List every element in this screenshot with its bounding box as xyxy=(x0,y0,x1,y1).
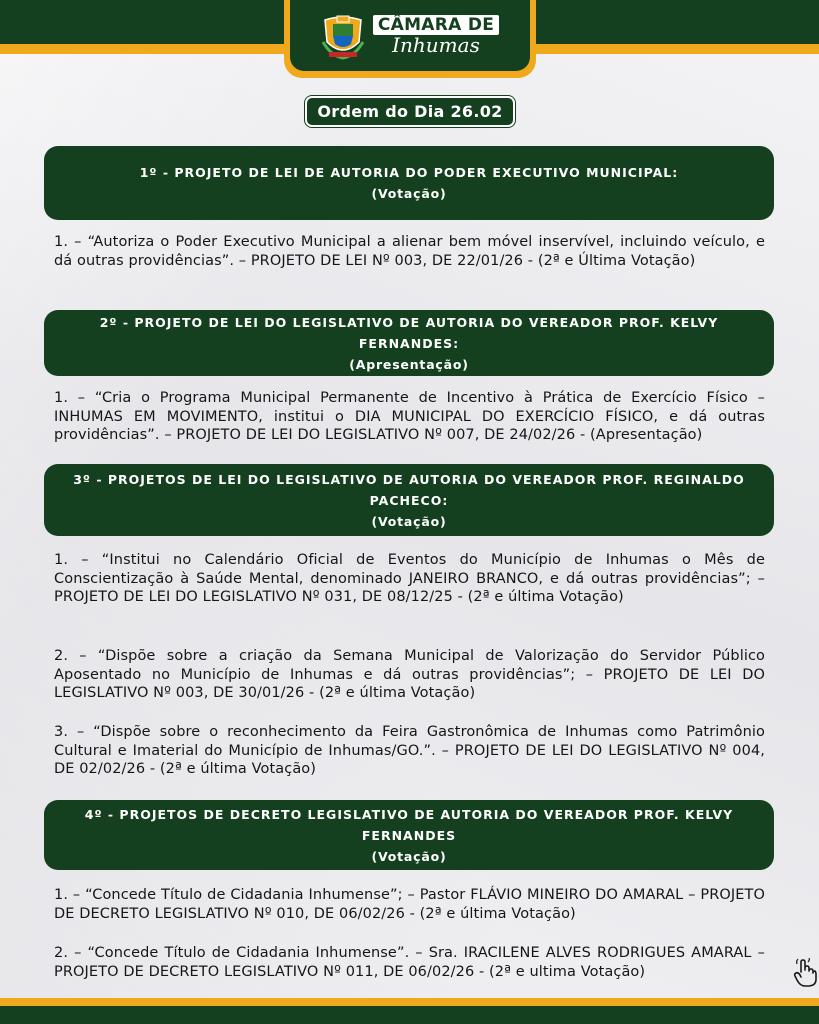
section-3-heading: 3º - PROJETOS DE LEI DO LEGISLATIVO DE AUTORIA DO VEREADOR PROF. REGINALDO PACHECO: xyxy=(73,471,745,508)
section-3-item-3: 3. – “Dispõe sobre o reconhecimento da Feira Gastronômica de Inhumas como Patrimônio Cultural e Imaterial do Município de Inhumas/GO.”. – PROJETO DE LEI DO LEGISLATIVO Nº 004, DE 02/02/26 - (2ª e última Votação) xyxy=(54,724,765,777)
section-1-header xyxy=(44,146,774,220)
section-1-subheading: (Votação) xyxy=(371,186,447,201)
section-3-subheading: (Votação) xyxy=(371,513,447,529)
section-2-header xyxy=(44,310,774,376)
section-4-header xyxy=(44,800,774,870)
section-3-item-2: 2. – “Dispõe sobre a criação da Semana Municipal de Valorização do Servidor Público Aposentado no Município de Inhumas e dá outras providências”; – PROJETO DE LEI DO LEGISLATIVO Nº 003, DE 30/01/26 - (2ª e última Votação) xyxy=(54,648,765,701)
section-2-item-1: 1. – “Cria o Programa Municipal Permanente de Incentivo à Prática de Exercício Físico – INHUMAS EM MOVIMENTO, institui o DIA MUNICIPAL DO EXERCÍCIO FÍSICO, e dá outras providências”. – PROJETO DE LEI DO LEGISLATIVO Nº 007, DE 24/02/26 - (Apresentação) xyxy=(54,390,765,443)
section-3-header xyxy=(44,464,774,536)
page-title: Ordem do Dia 26.02 xyxy=(305,96,515,127)
logo-line-2: Inhumas xyxy=(392,32,480,57)
section-3-item-1: 1. – “Institui no Calendário Oficial de Eventos do Município de Inhumas o Mês de Conscientização à Saúde Mental, denominado JANEIRO BRANCO, e dá outras providências”; – PROJETO DE LEI DO LEGISLATIVO Nº 031, DE 08/12/25 - (2ª e última Votação) xyxy=(54,552,765,605)
logo-line-1: CÂMARA DE xyxy=(373,15,499,35)
section-4-item-2: 2. – “Concede Título de Cidadania Inhumense”. – Sra. IRACILENE ALVES RODRIGUES AMARAL – PROJETO DE DECRETO LEGISLATIVO Nº 011, DE 06/02/26 - (2ª e ultima Votação) xyxy=(54,945,765,980)
section-4-subheading: (Votação) xyxy=(371,848,447,864)
section-1-item-1: 1. – “Autoriza o Poder Executivo Municipal a alienar bem móvel inservível, incluindo veículo, e dá outras providências”. – PROJETO DE LEI Nº 003, DE 22/01/26 - (2ª e Última Votação) xyxy=(54,234,765,269)
section-4-heading: 4º - PROJETOS DE DECRETO LEGISLATIVO DE AUTORIA DO VEREADOR PROF. KELVY FERNANDES xyxy=(84,806,734,843)
section-1-heading: 1º - PROJETO DE LEI DE AUTORIA DO PODER EXECUTIVO MUNICIPAL: xyxy=(139,165,679,180)
logo-wordmark xyxy=(373,15,499,57)
bottom-banner xyxy=(0,1006,819,1024)
municipal-crest-icon xyxy=(321,12,365,60)
section-2-subheading: (Apresentação) xyxy=(349,356,469,372)
logo-badge xyxy=(290,0,530,71)
tap-hand-icon xyxy=(792,958,818,988)
bottom-gold-stripe xyxy=(0,998,819,1006)
section-2-heading: 2º - PROJETO DE LEI DO LEGISLATIVO DE AUTORIA DO VEREADOR PROF. KELVY FERNANDES: xyxy=(99,314,719,351)
section-4-item-1: 1. – “Concede Título de Cidadania Inhumense”; – Pastor FLÁVIO MINEIRO DO AMARAL – PROJETO DE DECRETO LEGISLATIVO Nº 010, DE 06/02/26 - (2ª e última Votação) xyxy=(54,887,765,922)
